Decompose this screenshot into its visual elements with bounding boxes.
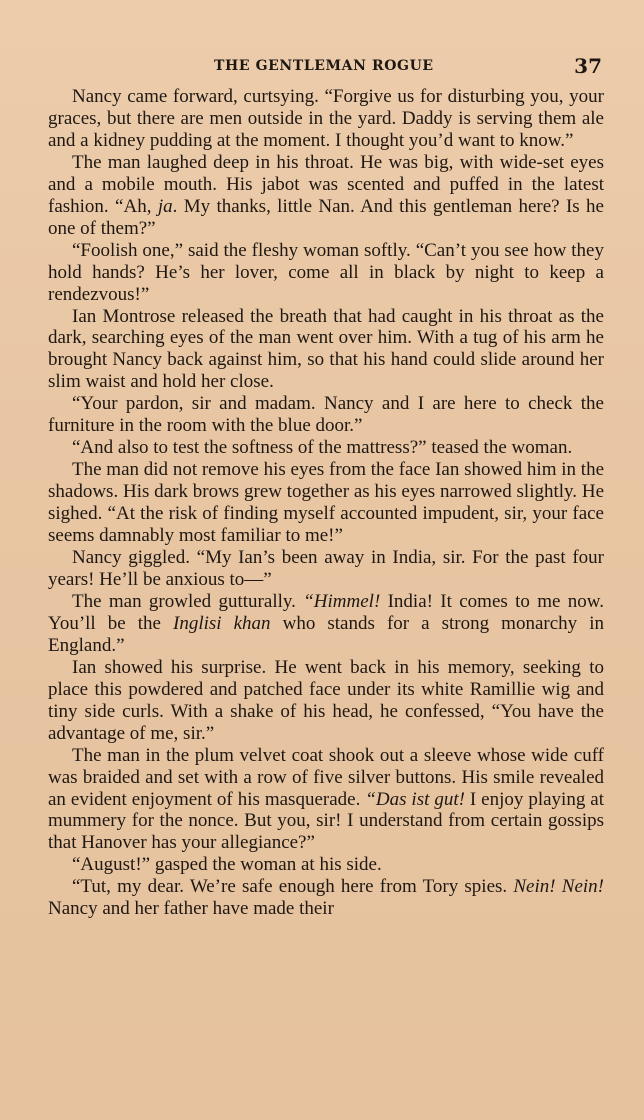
text-run: . My thanks, little Nan. And this gentleman here? Is he one of them?” — [48, 195, 604, 239]
text-run: Ian showed his surprise. He went back in his memory, seeking to place this powdered and patched face under its white Ramillie wig and tiny side curls. With a shake of his head, he confessed, “You have the advantage of me, sir.” — [48, 656, 604, 744]
text-run: Nancy came forward, curtsying. “Forgive us for disturbing you, your graces, but there are men outside in the yard. Daddy is serving them ale and a kidney pudding at the moment. I thought you’d want to know.” — [48, 86, 604, 151]
paragraph — [48, 591, 604, 657]
paragraph — [48, 854, 604, 876]
page-header — [48, 54, 604, 80]
text-run: India! It comes to me now. You’ll be the — [48, 590, 604, 634]
text-run: who stands for a strong monarchy in England.” — [48, 612, 604, 656]
paragraph — [48, 459, 604, 547]
paragraph — [48, 240, 604, 306]
italic-text: “Himmel! — [303, 590, 381, 612]
text-run: “Foolish one,” said the fleshy woman softly. “Can’t you see how they hold hands? He’s her lover, come all in black by night to keep a rendezvous!” — [48, 239, 604, 305]
italic-text: Nein! Nein! — [513, 876, 604, 898]
italic-text: Inglisi khan — [173, 612, 271, 634]
text-run: Ian Montrose released the breath that had caught in his throat as the dark, searching eyes of the man went over him. With a tug of his arm he brought Nancy back against him, so that his hand could slide around her slim waist and hold her close. — [48, 305, 604, 393]
paragraph — [48, 152, 604, 240]
text-run: The man did not remove his eyes from the face Ian showed him in the shadows. His dark brows grew together as his eyes narrowed slightly. He sighed. “At the risk of finding myself accounted impudent, sir, your face seems damnably most familiar to me!” — [48, 459, 604, 547]
paragraph — [48, 86, 604, 152]
text-run: Nancy and her father have made their — [48, 898, 334, 920]
paragraph — [48, 876, 604, 920]
text-run: I enjoy playing at mummery for the nonce. But you, sir! I understand from certain gossips that Hanover has your allegiance?” — [48, 788, 604, 854]
running-title: THE GENTLEMAN ROGUE — [214, 58, 434, 74]
text-run: Nancy giggled. “My Ian’s been away in India, sir. For the past four years! He’ll be anxious to—” — [48, 547, 604, 590]
italic-text: “Das ist gut! — [365, 788, 465, 810]
paragraph — [48, 393, 604, 437]
paragraph — [48, 306, 604, 394]
paragraph — [48, 437, 604, 459]
paragraph — [48, 547, 604, 591]
paragraph — [48, 657, 604, 745]
text-run: “Your pardon, sir and madam. Nancy and I are here to check the furniture in the room with the blue door.” — [48, 393, 604, 437]
text-run: The man in the plum velvet coat shook out a sleeve whose wide cuff was braided and set with a row of five silver buttons. His smile revealed an evident enjoyment of his masquerade. — [48, 744, 604, 810]
paragraph — [48, 745, 604, 855]
italic-text: ja — [157, 195, 173, 217]
text-run: The man growled gutturally. — [72, 590, 304, 612]
text-run: “August!” gasped the woman at his side. — [72, 854, 382, 876]
page-number: 37 — [574, 54, 602, 78]
text-run: “Tut, my dear. We’re safe enough here from Tory spies. — [72, 876, 514, 898]
text-run: The man laughed deep in his throat. He was big, with wide-set eyes and a mobile mouth. His jabot was scented and puffed in the latest fashion. “Ah, — [48, 151, 604, 217]
text-run: “And also to test the softness of the mattress?” teased the woman. — [72, 437, 573, 459]
body-text — [48, 86, 604, 920]
